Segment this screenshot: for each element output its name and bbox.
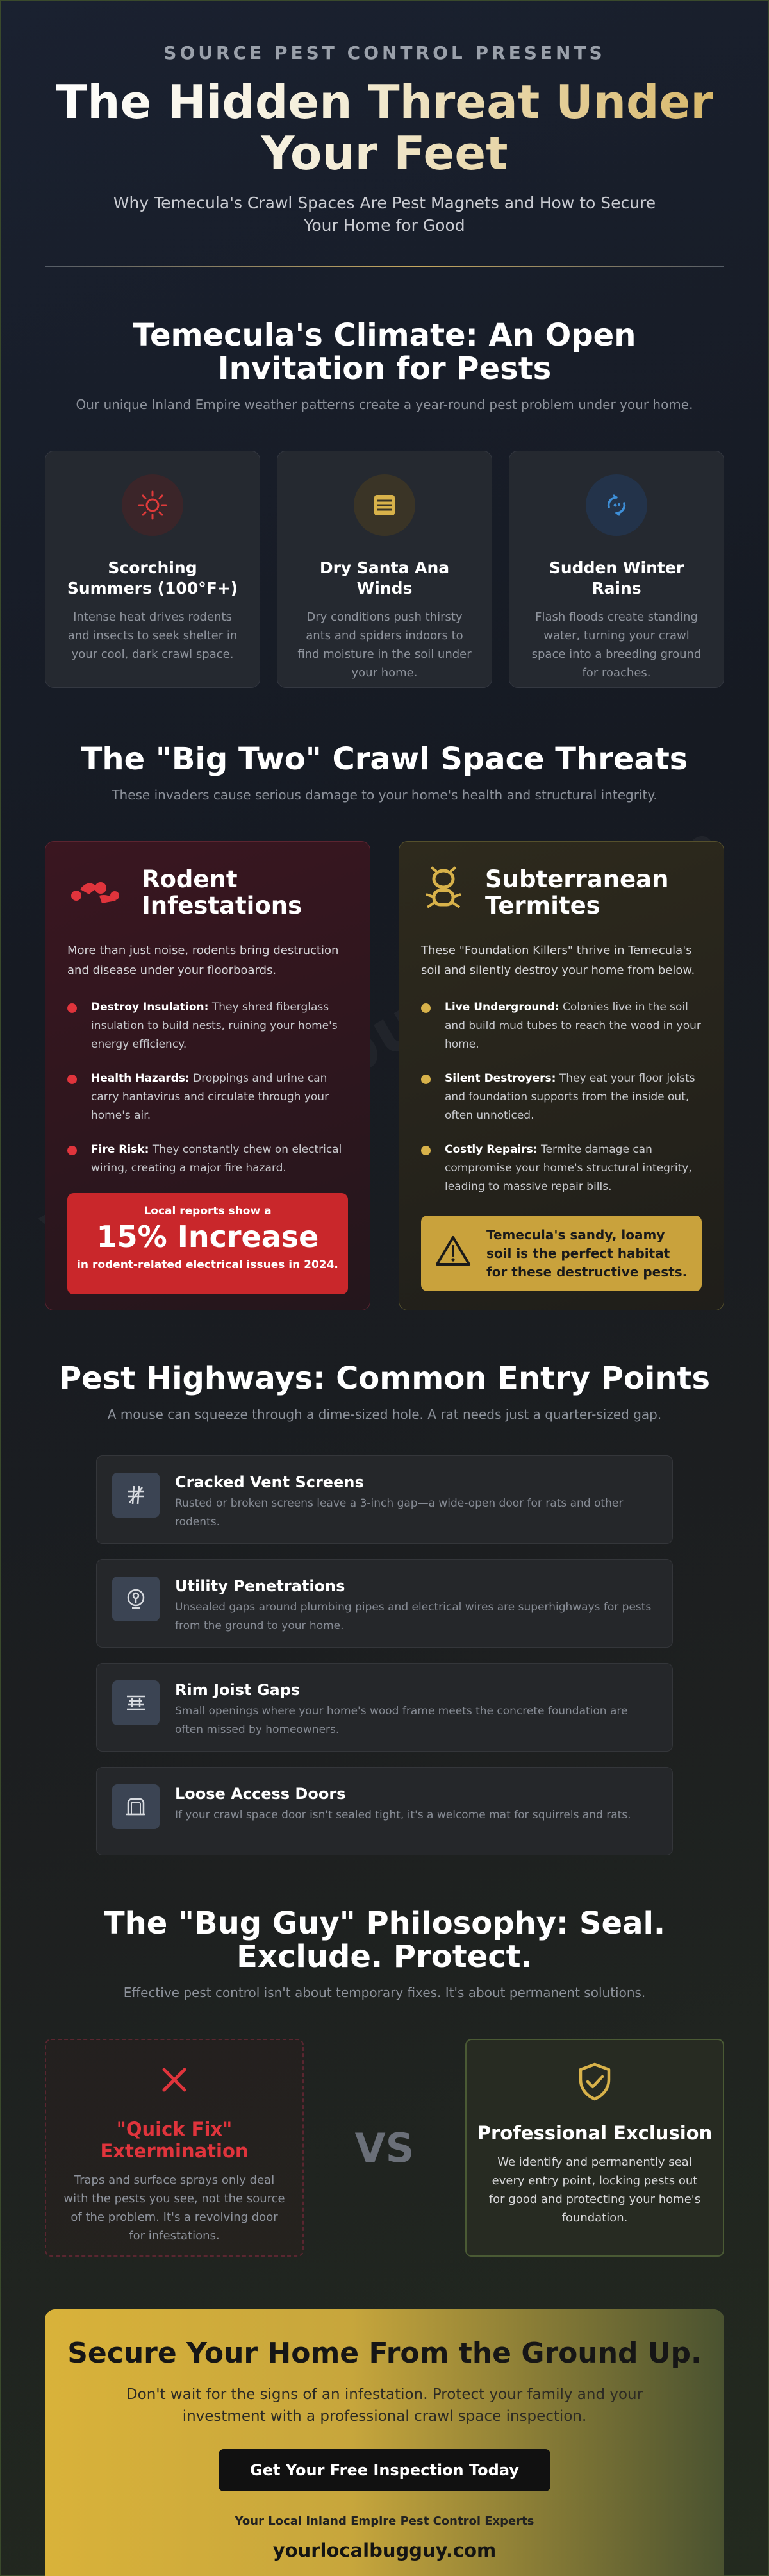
quick-fix-text: Traps and surface sprays only deal with the pests you see, not the source of the problem. It's a revolving door for infestations. <box>63 2173 285 2243</box>
item-text: They constantly chew on electrical wiring, creating a major fire hazard. <box>91 1143 342 1175</box>
climate-card-text: Flash floods create standing water, turning your crawl space into a breeding ground for roaches. <box>531 610 702 680</box>
entry-point-title: Rim Joist Gaps <box>175 1681 301 1699</box>
termite-intro: These "Foundation Killers" thrive in Temecula's soil and silently destroy your home from below. <box>421 944 695 977</box>
item-label: Silent Destroyers: <box>445 1072 556 1085</box>
rodent-intro: More than just noise, rodents bring destruction and disease under your floorboards. <box>67 944 339 977</box>
rodent-card <box>45 841 370 1310</box>
door-icon <box>112 1784 160 1829</box>
cta-section <box>45 2309 724 2576</box>
hero <box>45 0 724 267</box>
big-two-subtitle: These invaders cause serious damage to your home's health and structural integrity. <box>112 787 657 803</box>
entry-point-title: Loose Access Doors <box>175 1785 346 1803</box>
entry-points-subtitle: A mouse can squeeze through a dime-sized hole. A rat needs just a quarter-sized gap. <box>107 1407 662 1422</box>
pipe-icon <box>112 1577 160 1621</box>
item-label: Live Underground: <box>445 1001 559 1014</box>
stat-value: 15% Increase <box>96 1219 319 1254</box>
entry-point-item <box>96 1559 673 1648</box>
entry-point-title: Cracked Vent Screens <box>175 1473 364 1491</box>
bullet-dot <box>67 1075 77 1084</box>
list-item <box>67 998 348 1054</box>
rodent-stat-box <box>67 1193 348 1294</box>
cta-tagline: Your Local Inland Empire Pest Control Experts <box>235 2514 534 2528</box>
rodent-title: Rodent Infestations <box>142 866 302 919</box>
termite-title: Subterranean Termites <box>485 866 669 919</box>
entry-point-text: Rusted or broken screens leave a 3-inch gap—a wide-open door for rats and other rodents. <box>175 1497 624 1528</box>
climate-card-winds <box>277 451 492 688</box>
termite-soil-note <box>421 1216 702 1291</box>
bullet-dot <box>421 1003 431 1013</box>
entry-point-item <box>96 1663 673 1752</box>
entry-point-text: If your crawl space door isn't sealed tight, it's a welcome mat for squirrels and rats. <box>175 1809 631 1821</box>
quick-fix-card <box>45 2039 304 2257</box>
climate-card-text: Intense heat drives rodents and insects to seek shelter in your cool, dark crawl space. <box>67 610 238 661</box>
bullet-dot <box>67 1146 77 1155</box>
item-label: Destroy Insulation: <box>91 1001 209 1014</box>
entry-point-item <box>96 1767 673 1855</box>
big-two-section <box>45 742 724 1310</box>
entry-point-title: Utility Penetrations <box>175 1577 345 1595</box>
warning-icon <box>435 1235 471 1272</box>
climate-section <box>45 319 724 688</box>
termite-note-text: Temecula's sandy, loamy soil is the perfect habitat for these destructive pests. <box>486 1226 688 1280</box>
exclusion-title: Professional Exclusion <box>477 2122 713 2144</box>
wind-icon <box>354 474 415 536</box>
cta-text: Don't wait for the signs of an infestation. Protect your family and your investment with a professional crawl space inspection. <box>126 2386 643 2425</box>
climate-subtitle: Our unique Inland Empire weather patterns create a year-round pest problem under your home. <box>76 397 693 412</box>
hero-eyebrow: SOURCE PEST CONTROL PRESENTS <box>163 42 606 63</box>
exclusion-card <box>465 2039 724 2257</box>
climate-card-title: Scorching Summers (100°F+) <box>67 558 238 598</box>
quick-fix-title: "Quick Fix" Extermination <box>100 2118 249 2162</box>
sun-icon <box>122 474 183 536</box>
item-text: They shred fiberglass insulation to build nests, ruining your home's energy efficiency. <box>91 1001 338 1051</box>
shield-check-icon <box>575 2092 614 2104</box>
item-label: Health Hazards: <box>91 1072 190 1085</box>
item-label: Fire Risk: <box>91 1143 149 1156</box>
bullet-dot <box>421 1075 431 1084</box>
infographic <box>45 0 724 2576</box>
x-icon <box>156 2088 192 2100</box>
free-inspection-button[interactable]: Get Your Free Inspection Today <box>219 2449 550 2491</box>
cta-title: Secure Your Home From the Ground Up. <box>67 2337 702 2370</box>
philosophy-title: The "Bug Guy" Philosophy: Seal. Exclude. Protect. <box>103 1905 666 1975</box>
hero-subtitle: Why Temecula's Crawl Spaces Are Pest Magnets and How to Secure Your Home for Good <box>113 194 656 235</box>
termite-icon <box>421 866 466 919</box>
climate-card-title: Dry Santa Ana Winds <box>319 558 450 598</box>
bullet-dot <box>67 1003 77 1013</box>
termite-card <box>399 841 724 1310</box>
climate-card-summer <box>45 451 260 688</box>
hero-divider <box>45 266 724 267</box>
climate-card-rains <box>509 451 724 688</box>
philosophy-section <box>45 1907 724 2257</box>
rain-icon <box>586 474 647 536</box>
hero-title: The Hidden Threat Under Your Feet <box>45 76 724 179</box>
item-label: Costly Repairs: <box>445 1143 538 1156</box>
stat-pre: Local reports show a <box>144 1205 272 1217</box>
philosophy-subtitle: Effective pest control isn't about temporary fixes. It's about permanent solutions. <box>123 1985 646 2000</box>
climate-card-title: Sudden Winter Rains <box>549 558 684 598</box>
exclusion-text: We identify and permanently seal every entry point, locking pests out for good and protecting your home's foundation. <box>488 2155 701 2225</box>
climate-title: Temecula's Climate: An Open Invitation for Pests <box>133 317 636 387</box>
list-item <box>67 1141 348 1178</box>
climate-card-text: Dry conditions push thirsty ants and spiders indoors to find moisture in the soil under your home. <box>297 610 472 680</box>
rodent-icon <box>67 876 122 908</box>
vs-label: VS <box>354 2124 415 2171</box>
entry-points-section <box>45 1362 724 1855</box>
bullet-dot <box>421 1146 431 1155</box>
entry-points-title: Pest Highways: Common Entry Points <box>58 1360 711 1396</box>
list-item <box>67 1069 348 1125</box>
joist-icon <box>112 1680 160 1725</box>
stat-post: in rodent-related electrical issues in 2024. <box>77 1259 338 1271</box>
item-text: Droppings and urine can carry hantavirus and circulate through your home's air. <box>91 1072 329 1122</box>
item-text: They eat your floor joists and foundation supports from the inside out, often unnoticed. <box>445 1072 695 1122</box>
entry-point-text: Unsealed gaps around plumbing pipes and electrical wires are superhighways for pests from the ground to your home. <box>175 1601 652 1632</box>
item-text: Termite damage can compromise your home's structural integrity, leading to massive repair bills. <box>445 1143 692 1193</box>
list-item <box>421 1069 702 1125</box>
entry-point-text: Small openings where your home's wood frame meets the concrete foundation are often missed by homeowners. <box>175 1705 628 1736</box>
vent-icon <box>112 1473 160 1518</box>
big-two-title: The "Big Two" Crawl Space Threats <box>81 741 688 777</box>
website-link[interactable]: yourlocalbugguy.com <box>272 2539 497 2561</box>
list-item <box>421 1141 702 1196</box>
entry-point-item <box>96 1455 673 1544</box>
item-text: Colonies live in the soil and build mud tubes to reach the wood in your home. <box>445 1001 701 1051</box>
list-item <box>421 998 702 1054</box>
